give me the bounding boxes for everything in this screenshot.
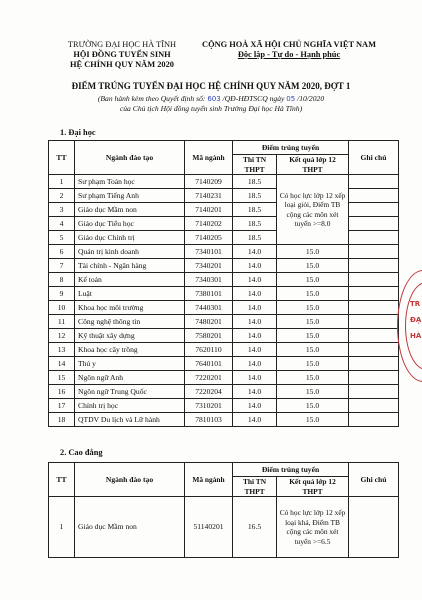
row-number: 16	[49, 385, 75, 399]
major-name: QTDV Du lịch và Lữ hành	[75, 413, 185, 427]
row-number: 5	[49, 231, 75, 245]
score-thpt: 16.5	[233, 497, 277, 558]
col-header-thpt: Thi TN THPT	[233, 155, 277, 175]
major-code: 7140205	[185, 231, 233, 245]
row-number: 13	[49, 343, 75, 357]
table-row	[49, 301, 399, 315]
row-number: 7	[49, 259, 75, 273]
score-gpa: 15.0	[277, 301, 349, 315]
note-cell	[349, 273, 399, 287]
section-heading-college: 2. Cao đẳng	[60, 448, 103, 457]
major-name: Kế toán	[75, 273, 185, 287]
major-name: Thú y	[75, 357, 185, 371]
note-cell	[349, 245, 399, 259]
note-cell	[349, 315, 399, 329]
major-name: Tài chính - Ngân hàng	[75, 259, 185, 273]
col-header-score-group: Điểm trúng tuyển	[233, 463, 349, 477]
score-thpt: 14.0	[233, 385, 277, 399]
score-gpa: 15.0	[277, 245, 349, 259]
score-gpa: 15.0	[277, 399, 349, 413]
note-cell	[349, 343, 399, 357]
score-thpt: 14.0	[233, 413, 277, 427]
score-gpa: 15.0	[277, 413, 349, 427]
table-row	[49, 343, 399, 357]
row-number: 9	[49, 287, 75, 301]
score-gpa: 15.0	[277, 287, 349, 301]
national-header	[192, 40, 386, 60]
major-code: 7380101	[185, 287, 233, 301]
major-name: Giáo dục Tiểu học	[75, 217, 185, 231]
section-heading-university: 1. Đại học	[60, 128, 96, 137]
major-name: Khoa học môi trường	[75, 301, 185, 315]
score-thpt: 14.0	[233, 315, 277, 329]
seal-text: HÀ	[410, 332, 422, 340]
table-row	[49, 273, 399, 287]
nation-name: CỘNG HOÀ XÃ HỘI CHỦ NGHĨA VIỆT NAM	[202, 40, 376, 49]
table-row	[49, 329, 399, 343]
row-number: 2	[49, 189, 75, 203]
major-name: Chính trị học	[75, 399, 185, 413]
row-number: 3	[49, 203, 75, 217]
score-gpa: 15.0	[277, 315, 349, 329]
col-header-thpt: Thi TN THPT	[233, 477, 277, 497]
row-number: 12	[49, 329, 75, 343]
note-cell	[349, 497, 399, 558]
major-name: Khoa học cây trồng	[75, 343, 185, 357]
note-cell	[349, 371, 399, 385]
note-cell	[349, 203, 399, 217]
score-gpa: 15.0	[277, 357, 349, 371]
score-thpt: 14.0	[233, 259, 277, 273]
note-cell	[349, 231, 399, 245]
note-cell	[349, 357, 399, 371]
col-header-major: Ngành đào tạo	[75, 141, 185, 175]
major-code: 7340201	[185, 259, 233, 273]
table-row	[49, 385, 399, 399]
decision-day: 05	[286, 95, 296, 103]
note-cell	[349, 217, 399, 231]
university-table	[48, 140, 399, 427]
major-name: Sư phạm Tiếng Anh	[75, 189, 185, 203]
note-cell	[349, 287, 399, 301]
row-number: 1	[49, 497, 75, 558]
major-code: 7220201	[185, 371, 233, 385]
major-code: 7340101	[185, 245, 233, 259]
major-name: Luật	[75, 287, 185, 301]
score-thpt: 18.5	[233, 203, 277, 217]
table-row	[49, 259, 399, 273]
board-name: HỘI ĐỒNG TUYỂN SINH	[73, 50, 171, 59]
table-row	[49, 315, 399, 329]
note-cell	[349, 329, 399, 343]
subtitle-line2: của Chủ tịch Hội đồng tuyển sinh Trường Đại học Hà Tĩnh)	[119, 104, 303, 113]
major-code: 7310201	[185, 399, 233, 413]
col-header-gpa: Kết quả lớp 12 THPT	[277, 477, 349, 497]
org-name: TRƯỜNG ĐẠI HỌC HÀ TĨNH	[67, 40, 177, 49]
major-code: 7810103	[185, 413, 233, 427]
table-row	[49, 357, 399, 371]
major-code: 7640101	[185, 357, 233, 371]
score-thpt: 14.0	[233, 273, 277, 287]
col-header-code: Mã ngành	[185, 141, 233, 175]
major-name: Công nghệ thông tin	[75, 315, 185, 329]
score-thpt: 18.5	[233, 231, 277, 245]
row-number: 8	[49, 273, 75, 287]
major-name: Giáo dục Mầm non	[75, 203, 185, 217]
col-header-gpa: Kết quả lớp 12 THPT	[277, 155, 349, 175]
table-row	[49, 245, 399, 259]
note-cell	[349, 259, 399, 273]
table-row	[49, 287, 399, 301]
col-header-major: Ngành đào tạo	[75, 463, 185, 497]
major-name: Quản trị kinh doanh	[75, 245, 185, 259]
major-name: Kỹ thuật xây dựng	[75, 329, 185, 343]
major-name: Giáo dục Chính trị	[75, 231, 185, 245]
score-thpt: 14.0	[233, 329, 277, 343]
col-header-stt: TT	[49, 463, 75, 497]
note-cell	[349, 189, 399, 203]
major-name: Ngôn ngữ Trung Quốc	[75, 385, 185, 399]
col-header-stt: TT	[49, 141, 75, 175]
score-thpt: 14.0	[233, 245, 277, 259]
score-gpa: 15.0	[277, 329, 349, 343]
major-code: 7340301	[185, 273, 233, 287]
major-code: 51140201	[185, 497, 233, 558]
major-name: Sư phạm Toán học	[75, 175, 185, 189]
note-cell	[349, 385, 399, 399]
score-thpt: 14.0	[233, 357, 277, 371]
note-cell	[349, 175, 399, 189]
table-row	[49, 413, 399, 427]
major-code: 7620110	[185, 343, 233, 357]
score-gpa: 15.0	[277, 371, 349, 385]
row-number: 15	[49, 371, 75, 385]
score-thpt: 14.0	[233, 301, 277, 315]
row-number: 1	[49, 175, 75, 189]
note-cell	[349, 399, 399, 413]
score-gpa-requirement: Có học lực lớp 12 xếp loại giỏi, Điểm TB cộng các môn xét tuyển >=8.0	[277, 175, 349, 245]
col-header-note: Ghi chú	[349, 141, 399, 175]
major-code: 7140201	[185, 203, 233, 217]
major-code: 7140202	[185, 217, 233, 231]
subtitle-text: (Ban hành kèm theo Quyết định số:	[97, 94, 208, 103]
major-code: 7140231	[185, 189, 233, 203]
score-gpa: 15.0	[277, 273, 349, 287]
score-thpt: 14.0	[233, 343, 277, 357]
seal-text: TR	[410, 300, 421, 308]
row-number: 10	[49, 301, 75, 315]
major-code: 7480201	[185, 315, 233, 329]
table-row	[49, 399, 399, 413]
score-gpa: 15.0	[277, 343, 349, 357]
seal-text: ĐẠ	[410, 316, 422, 324]
decision-number: 603	[207, 95, 221, 103]
issuer-header	[52, 40, 192, 70]
score-thpt: 18.5	[233, 175, 277, 189]
table-row	[49, 371, 399, 385]
major-code: 7440301	[185, 301, 233, 315]
score-thpt: 14.0	[233, 399, 277, 413]
col-header-score-group: Điểm trúng tuyển	[233, 141, 349, 155]
row-number: 18	[49, 413, 75, 427]
score-gpa: 15.0	[277, 259, 349, 273]
score-thpt: 18.5	[233, 189, 277, 203]
row-number: 4	[49, 217, 75, 231]
major-code: 7220204	[185, 385, 233, 399]
college-table	[48, 462, 399, 558]
major-code: 7580201	[185, 329, 233, 343]
major-name: Giáo dục Mầm non	[75, 497, 185, 558]
national-motto: Độc lập - Tự do - Hạnh phúc	[237, 50, 341, 59]
score-thpt: 14.0	[233, 371, 277, 385]
score-thpt: 18.5	[233, 217, 277, 231]
score-thpt: 14.0	[233, 287, 277, 301]
score-gpa-requirement: Có học lực lớp 12 xếp loại khá, Điểm TB cộng các môn xét tuyển >=6.5	[277, 497, 349, 558]
document-subtitle	[30, 94, 392, 114]
note-cell	[349, 413, 399, 427]
col-header-note: Ghi chú	[349, 463, 399, 497]
row-number: 11	[49, 315, 75, 329]
major-code: 7140209	[185, 175, 233, 189]
subtitle-text: /QĐ-HĐTSCQ ngày	[220, 94, 287, 103]
table-row	[49, 497, 399, 558]
table-row	[49, 175, 399, 189]
major-name: Ngôn ngữ Anh	[75, 371, 185, 385]
row-number: 17	[49, 399, 75, 413]
note-cell	[349, 301, 399, 315]
row-number: 6	[49, 245, 75, 259]
row-number: 14	[49, 357, 75, 371]
document-title: ĐIỂM TRÚNG TUYỂN ĐẠI HỌC HỆ CHÍNH QUY NĂM 2020, ĐỢT 1	[71, 81, 351, 91]
board-name-line2: HỆ CHÍNH QUY NĂM 2020	[70, 60, 174, 69]
subtitle-text: /10/2020	[295, 94, 325, 103]
col-header-code: Mã ngành	[185, 463, 233, 497]
score-gpa: 15.0	[277, 385, 349, 399]
